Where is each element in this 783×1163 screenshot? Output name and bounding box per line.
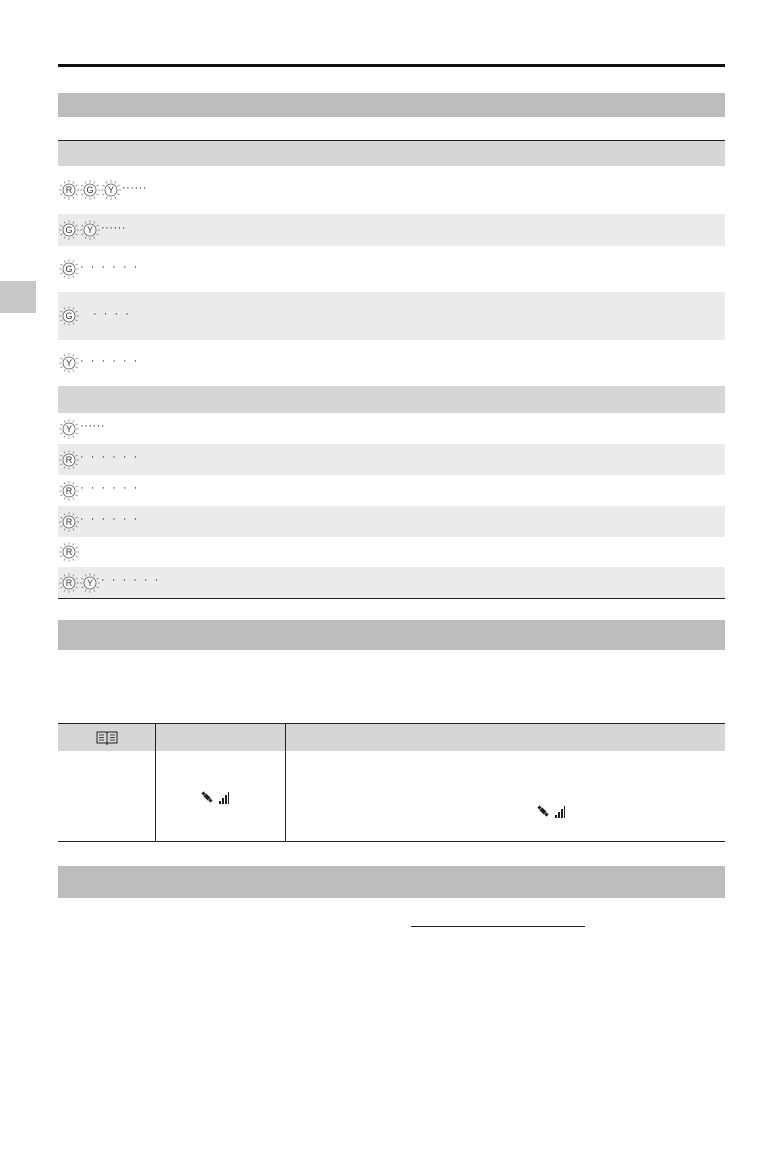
led-y-icon: Y — [58, 352, 80, 374]
led-indicator-group — [58, 340, 139, 386]
led-indicator-group — [58, 567, 160, 598]
section-header-third — [58, 866, 725, 898]
led-r-icon: R — [58, 541, 80, 563]
blink-pattern-dots: ······ — [122, 181, 147, 194]
led-y-icon: Y — [79, 572, 101, 594]
table-row — [58, 475, 725, 506]
led-indicator-group — [58, 246, 139, 292]
led-r-icon: R — [58, 179, 80, 201]
blink-pattern-dots: · · · · · · — [80, 513, 140, 525]
blink-pattern-dots: · · · · · · — [101, 574, 161, 586]
table-row — [58, 340, 725, 386]
table-row — [58, 413, 725, 444]
led-g-icon: G — [58, 258, 80, 280]
column-divider — [285, 723, 286, 842]
table-row — [58, 444, 725, 475]
blink-pattern-dots: · · · · · · — [80, 260, 140, 273]
table-bottom-border — [58, 598, 725, 599]
reference-table-header — [58, 723, 725, 751]
led-r-icon: R — [58, 449, 80, 471]
led-indicator-group — [58, 444, 139, 475]
table-row — [58, 567, 725, 598]
table-row — [58, 214, 725, 246]
table-row — [58, 166, 725, 214]
led-y-icon: Y — [79, 219, 101, 241]
reference-table — [58, 723, 725, 842]
chapter-side-tab — [0, 281, 36, 313]
blink-pattern-dots: ······ — [80, 420, 105, 432]
book-icon — [58, 724, 155, 751]
table-row — [58, 292, 725, 340]
led-indicator-group — [58, 413, 105, 444]
satellite-signal-icon — [534, 802, 574, 822]
table-subheader-normal — [58, 141, 725, 166]
section-header-status-indicator — [58, 93, 725, 117]
led-r-icon: R — [58, 480, 80, 502]
table-subheader-warning — [58, 386, 725, 413]
top-rule — [58, 64, 725, 67]
led-indicator-group — [58, 292, 131, 340]
link-underline[interactable] — [411, 926, 585, 927]
blink-pattern-dots: ······ — [101, 221, 126, 234]
led-r-icon: R — [58, 572, 80, 594]
led-indicator-group — [58, 214, 126, 246]
led-indicator-group — [58, 506, 139, 537]
column-divider — [155, 723, 156, 842]
section-header-second — [58, 620, 725, 650]
led-g-icon: G — [58, 219, 80, 241]
table-row — [58, 246, 725, 292]
blink-pattern-dots: · · · · · · — [80, 451, 140, 463]
led-y-icon: Y — [100, 179, 122, 201]
table-row — [58, 506, 725, 537]
reference-table-bottom — [58, 841, 725, 842]
blink-pattern-dots: · · · · — [93, 307, 131, 320]
led-y-icon: Y — [58, 418, 80, 440]
led-indicator-group — [58, 166, 147, 214]
blink-pattern-dots: · · · · · · — [80, 354, 140, 367]
led-indicator-group — [58, 537, 79, 567]
table-row — [58, 537, 725, 567]
led-indicator-group — [58, 475, 139, 506]
blink-pattern-dots: · · · · · · — [80, 482, 140, 494]
led-g-icon: G — [79, 179, 101, 201]
led-r-icon: R — [58, 511, 80, 533]
satellite-signal-icon — [198, 788, 238, 808]
led-g-icon: G — [58, 305, 80, 327]
